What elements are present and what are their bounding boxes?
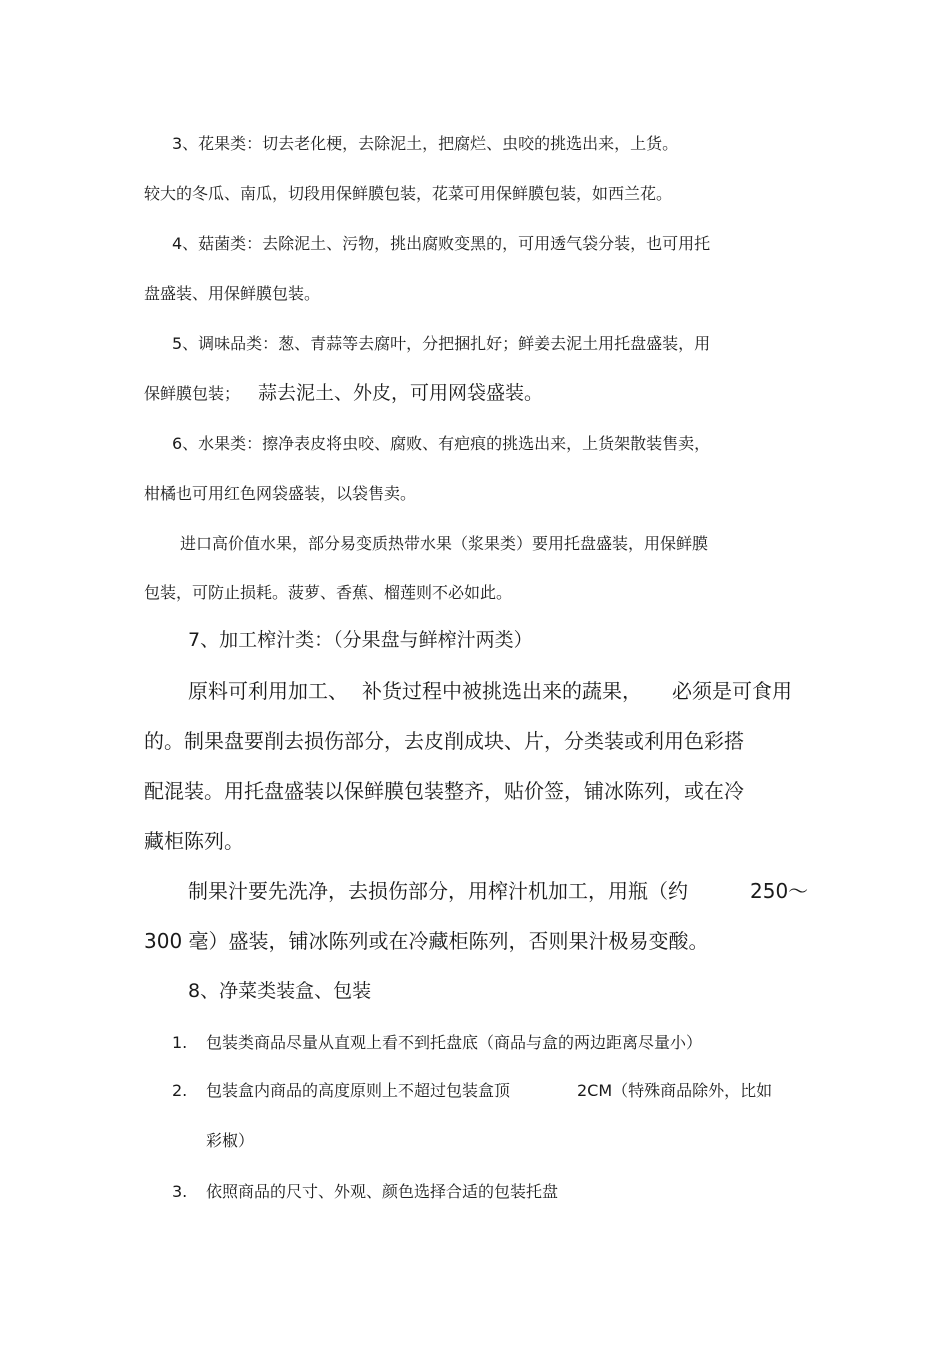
section-3-line-1: 3、花果类：切去老化梗，去除泥土，把腐烂、虫咬的挑选出来，上货。 xyxy=(172,134,679,153)
section-6-line-1: 6、水果类：擦净表皮将虫咬、腐败、有疤痕的挑选出来，上货架散装售卖， xyxy=(172,434,711,453)
list-item-2-text-c: 彩椒） xyxy=(206,1131,255,1150)
section-3-line-2: 较大的冬瓜、南瓜，切段用保鲜膜包装，花菜可用保鲜膜包装，如西兰花。 xyxy=(144,184,673,203)
list-item-3-number: 3. xyxy=(172,1182,188,1201)
section-6-line-4: 包装，可防止损耗。菠萝、香蕉、榴莲则不必如此。 xyxy=(144,583,513,602)
section-5-line-2a: 保鲜膜包装； xyxy=(144,384,241,403)
section-7-p2-line-1a: 制果汁要先洗净，去损伤部分，用榨汁机加工，用瓶（约 xyxy=(188,879,688,903)
list-item-1-text: 包装类商品尽量从直观上看不到托盘底（商品与盒的两边距离尽量小） xyxy=(206,1033,703,1052)
section-7-p1-line-1c: 必须是可食用 xyxy=(672,679,792,703)
list-item-2-text-b: 2CM（特殊商品除外，比如 xyxy=(577,1081,773,1100)
section-6-line-3: 进口高价值水果，部分易变质热带水果（浆果类）要用托盘盛装，用保鲜膜 xyxy=(180,534,709,553)
section-6-line-2: 柑橘也可用红色网袋盛装，以袋售卖。 xyxy=(144,484,417,503)
section-4-line-1: 4、菇菌类：去除泥土、污物，挑出腐败变黑的，可用透气袋分装，也可用托 xyxy=(172,234,711,253)
section-7-p1-line-4: 藏柜陈列。 xyxy=(144,829,244,853)
section-4-line-2: 盘盛装、用保鲜膜包装。 xyxy=(144,284,321,303)
section-7-p2-line-1b: 250～ xyxy=(750,879,809,903)
section-5-line-1: 5、调味品类：葱、青蒜等去腐叶，分把捆扎好；鲜姜去泥土用托盘盛装，用 xyxy=(172,334,711,353)
section-5-line-2b: 蒜去泥土、外皮，可用网袋盛装。 xyxy=(258,382,544,404)
list-item-3-text: 依照商品的尺寸、外观、颜色选择合适的包装托盘 xyxy=(206,1182,559,1201)
section-7-p1-line-3: 配混装。用托盘盛装以保鲜膜包装整齐，贴价签，铺冰陈列，或在冷 xyxy=(144,779,744,803)
list-item-2-text-a: 包装盒内商品的高度原则上不超过包装盒顶 xyxy=(206,1081,511,1100)
section-7-p2-line-2: 300 毫）盛装，铺冰陈列或在冷藏柜陈列，否则果汁极易变酸。 xyxy=(144,929,709,953)
section-7-p1-line-1a: 原料可利用加工、 xyxy=(188,679,348,703)
list-item-1-number: 1. xyxy=(172,1033,188,1052)
section-8-heading: 8、净菜类装盒、包装 xyxy=(188,980,372,1002)
list-item-2-number: 2. xyxy=(172,1081,188,1100)
section-7-heading: 7、加工榨汁类：（分果盘与鲜榨汁两类） xyxy=(188,629,533,651)
section-7-p1-line-2: 的。制果盘要削去损伤部分，去皮削成块、片，分类装或利用色彩搭 xyxy=(144,729,744,753)
section-7-p1-line-1b: 补货过程中被挑选出来的蔬果， xyxy=(362,679,642,703)
